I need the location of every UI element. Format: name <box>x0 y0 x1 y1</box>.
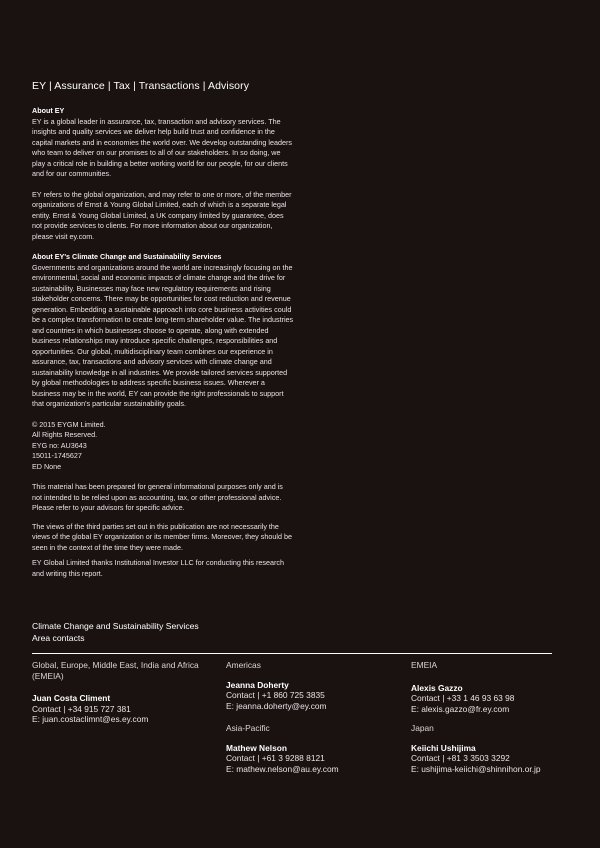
about-text-column <box>32 106 294 579</box>
contact-phone: Contact | +81 3 3503 3292 <box>411 753 510 763</box>
contact-email[interactable]: E: ushijima-keiichi@shinnihon.or.jp <box>411 763 541 774</box>
copyright-line: © 2015 EYGM Limited. <box>32 419 106 429</box>
contacts-column-emeia-japan <box>411 660 571 774</box>
about-ey-paragraph-1: EY is a global leader in assurance, tax, transaction and advisory services. The insights and quality services we deliver help build trust and confidence in the capital markets and in economies the world over. We develop outstanding leaders who team to deliver on our promises to all of our stakeholders. In so doing, we play a critical role in building a better working world for our people, for our clients and for our communities. <box>32 116 292 178</box>
contact-phone: Contact | +34 915 727 381 <box>32 703 131 714</box>
contact-email[interactable]: E: mathew.nelson@au.ey.com <box>226 763 339 774</box>
reference-number: 15011-1745627 <box>32 451 82 460</box>
region-label: Japan <box>411 723 434 733</box>
region-label: Americas <box>226 660 261 670</box>
contacts-title: Climate Change and Sustainability Services <box>32 621 199 631</box>
service-lines-tagline: EY | Assurance | Tax | Transactions | Advisory <box>32 80 250 92</box>
disclaimer-paragraph-1: This material has been prepared for general informational purposes only and is not intended to be relied upon as accounting, tax, or other professional advice. Please refer to your advisors for specific advice. <box>32 482 283 512</box>
contact-email[interactable]: E: jeanna.doherty@ey.com <box>226 700 327 711</box>
contact-name: Alexis Gazzo <box>411 682 463 693</box>
rights-line: All Rights Reserved. <box>32 430 98 439</box>
thanks-paragraph: EY Global Limited thanks Institutional Investor LLC for conducting this research and writing this report. <box>32 558 284 578</box>
contacts-divider <box>32 653 552 654</box>
contact-phone: Contact | +33 1 46 93 63 98 <box>411 693 515 703</box>
disclaimer-paragraph-2: The views of the third parties set out in this publication are not necessarily the views of the global EY organization or its member firms. Moreover, they should be seen in the context of the time they were made. <box>32 521 292 552</box>
contact-email[interactable]: E: alexis.gazzo@fr.ey.com <box>411 703 510 714</box>
contact-phone: Contact | +61 3 9288 8121 <box>226 753 325 763</box>
about-ccass-heading: About EY's Climate Change and Sustainability Services <box>32 252 222 261</box>
about-ccass-paragraph: Governments and organizations around the world are increasingly focusing on the environmental, social and economic impacts of climate change and the drive for sustainability. Businesses may face new regulatory requirements and rising stakeholder concerns. There may be opportunities for cost reduction and revenue generation. Embedding a sustainable approach into core business activities could be a complex transformation to create long-term shareholder value. The industries and countries in which businesses choose to operate, along with extended business relationships may introduce specific challenges, responsibilities and opportunities. Our global, multidisciplinary team combines our experience in assurance, tax, transactions and advisory services with climate change and sustainability knowledge in all industries. We provide tailored services supported by global methodologies to address specific business issues. Wherever a business may be in the world, EY can provide the right professionals to support that organization's particular sustainability goals. <box>32 262 294 408</box>
eyg-number: EYG no: AU3643 <box>32 440 87 450</box>
about-ey-heading: About EY <box>32 106 65 115</box>
ed-line: ED None <box>32 461 62 471</box>
contact-phone: Contact | +1 860 725 3835 <box>226 690 325 700</box>
contacts-subtitle: Area contacts <box>32 633 85 643</box>
contact-name: Juan Costa Climent <box>32 693 111 703</box>
about-ey-paragraph-2: EY refers to the global organization, and may refer to one or more, of the member organizations of Ernst & Young Global Limited, each of which is a separate legal entity. Ernst & Young Global Limited, a UK company limited by guarantee, does not provide services to clients. For more information about our organization, please visit ey.com. <box>32 189 292 241</box>
contact-email[interactable]: E: juan.costaclimnt@es.ey.com <box>32 714 149 724</box>
region-label: EMEIA <box>411 660 438 670</box>
contacts-column-americas-apac <box>226 660 401 774</box>
contact-name: Jeanna Doherty <box>226 679 289 690</box>
region-label: Global, Europe, Middle East, India and Africa (EMEIA) <box>32 660 199 681</box>
contact-name: Keiichi Ushijima <box>411 742 476 753</box>
contact-name: Mathew Nelson <box>226 742 287 753</box>
contacts-column-emeia-global <box>32 660 217 725</box>
region-label: Asia-Pacific <box>226 723 270 733</box>
contacts-heading <box>32 620 332 644</box>
